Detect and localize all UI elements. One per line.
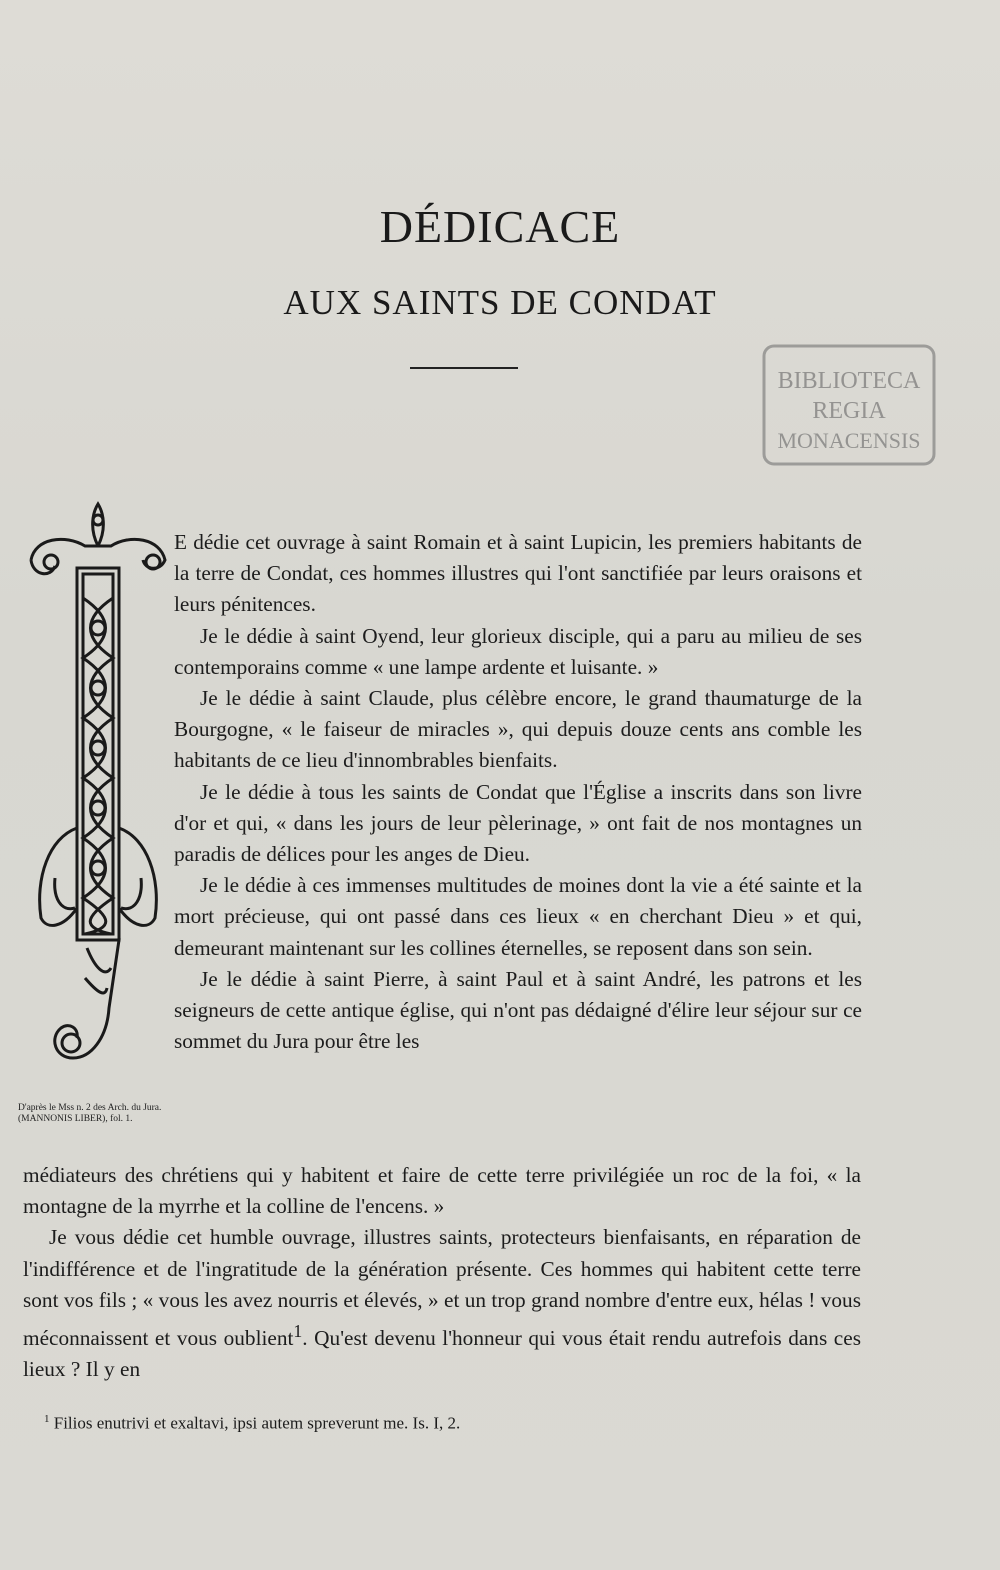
initial-caption: D'après le Mss n. 2 des Arch. du Jura. (MANNONIS LIBER), fol. 1. bbox=[18, 1103, 162, 1124]
page-title: DÉDICACE bbox=[379, 201, 621, 252]
paragraph-4: Je le dédie à tous les saints de Condat que l'Église a inscrits dans son livre d'or et qui, « dans les jours de leur pèlerinage, » ont fait de nos montagnes un paradis de délices pour les anges de Dieu. bbox=[174, 779, 862, 867]
paragraph-5: Je le dédie à ces immenses multitudes de moines dont la vie a été sainte et la mort précieuse, qui ont passé dans ces lieux « en cherchant Dieu » et qui, demeurant maintenant sur les collines éternelles, se reposent dans son sein. bbox=[174, 873, 862, 960]
stamp-line-2: REGIA bbox=[812, 398, 886, 424]
footnote bbox=[44, 1413, 864, 1434]
paragraph-7-tail: . Qu'est devenu l'honneur qui vous était rendu autrefois dans ces lieux ? Il y en bbox=[23, 1326, 861, 1382]
title-rule bbox=[410, 367, 518, 369]
paragraph-6-continuation: médiateurs des chrétiens qui y habitent et faire de cette terre privilégiée un roc de la foi, « la montagne de la myrrhe et la colline de l'encens. » bbox=[23, 1163, 861, 1219]
paragraph-3: Je le dédie à saint Claude, plus célèbre encore, le grand thaumaturge de la Bourgogne, « le faiseur de miracles », qui depuis douze cents ans comble les habitants de ce lieu d'innombrables bienfaits. bbox=[174, 686, 862, 773]
footnote-marker: 1 bbox=[44, 1413, 50, 1425]
footnote-text: Filios enutrivi et exaltavi, ipsi autem spreverunt me. Is. I, 2. bbox=[53, 1413, 461, 1433]
body-text-beside-initial bbox=[174, 527, 862, 1057]
stamp-line-1: BIBLIOTECA bbox=[777, 368, 921, 394]
paragraph-1: E dédie cet ouvrage à saint Romain et à saint Lupicin, les premiers habitants de la terre de Condat, ces hommes illustres qui l'ont sanctifiée par leurs oraisons et leurs pénitences. bbox=[174, 530, 862, 617]
page-subtitle: AUX SAINTS DE CONDAT bbox=[283, 283, 717, 322]
paragraph-7-text: Je vous dédie cet humble ouvrage, illustres saints, protecteurs bienfaisants, en réparation de l'indifférence et de l'ingratitude de la génération présente. Ces hommes qui habitent cette terre sont vos fils ; « vous les avez nourris et élevés, » et un trop grand nombre d'entre eux, hélas ! vous méconnaissent et vous oublient bbox=[23, 1225, 861, 1351]
paragraph-6: Je le dédie à saint Pierre, à saint Paul et à saint André, les patrons et les seigneurs de cette antique église, qui n'ont pas dédaigné d'élire leur séjour sur ce sommet du Jura pour être les bbox=[174, 966, 862, 1054]
stamp-line-3: MONACENSIS bbox=[777, 428, 921, 453]
decorated-initial-icon bbox=[25, 498, 170, 1088]
footnote-reference: 1 bbox=[293, 1321, 303, 1342]
paragraph-7 bbox=[23, 1222, 861, 1385]
body-text-full-width bbox=[23, 1160, 861, 1386]
paragraph-2: Je le dédie à saint Oyend, leur glorieux disciple, qui a paru au milieu de ses contemporains comme « une lampe ardente et luisante. » bbox=[174, 623, 862, 679]
library-stamp bbox=[760, 340, 938, 470]
